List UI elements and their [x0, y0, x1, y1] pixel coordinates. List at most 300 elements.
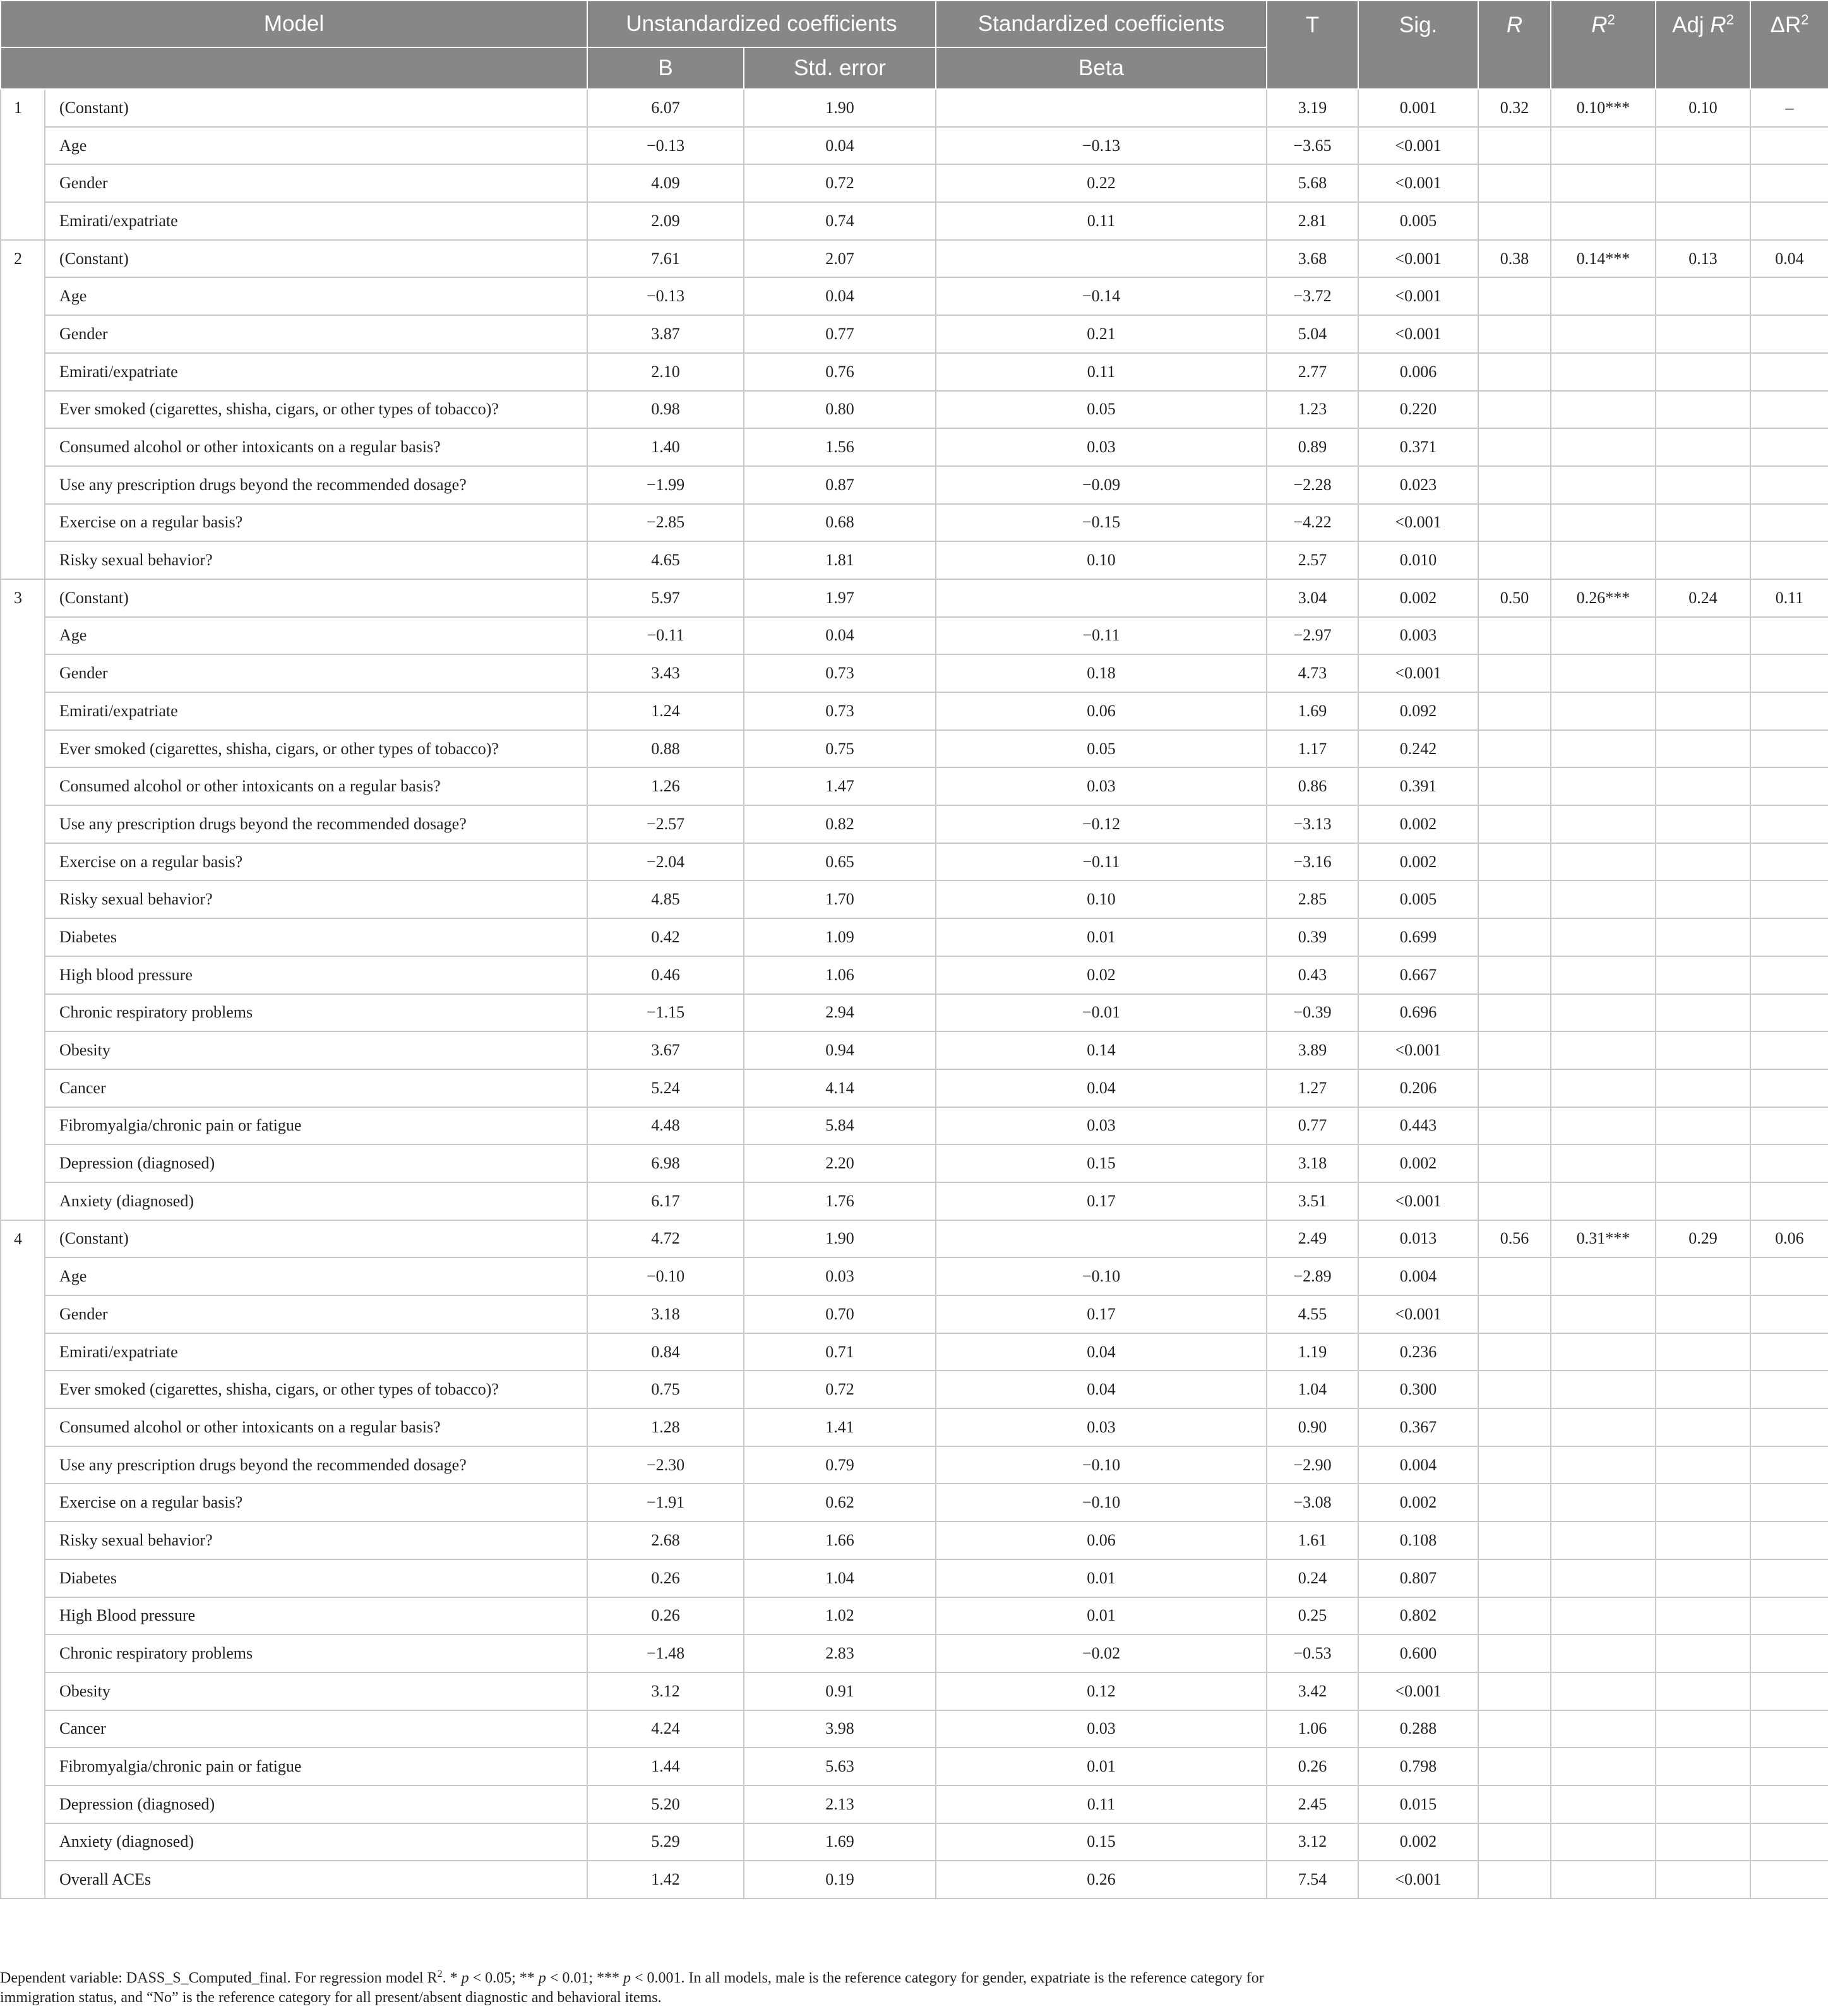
- r-cell: [1478, 692, 1551, 730]
- t-cell: 0.77: [1267, 1107, 1358, 1145]
- table-row: [1, 391, 1828, 429]
- r-cell: [1478, 1295, 1551, 1333]
- std-error-cell: 0.04: [744, 617, 936, 655]
- std-error-cell: 1.97: [744, 579, 936, 617]
- beta-cell: 0.03: [936, 428, 1267, 466]
- delta-r2-cell: [1750, 466, 1828, 504]
- t-cell: 0.25: [1267, 1597, 1358, 1635]
- table-row: [1, 1220, 1828, 1258]
- std-error-cell: 3.98: [744, 1710, 936, 1748]
- table-row: [1, 1559, 1828, 1597]
- beta-cell: 0.10: [936, 880, 1267, 918]
- t-cell: −2.28: [1267, 466, 1358, 504]
- r-cell: [1478, 1107, 1551, 1145]
- delta-r2-cell: [1750, 1823, 1828, 1861]
- r2-cell: [1551, 1597, 1656, 1635]
- t-cell: 2.49: [1267, 1220, 1358, 1258]
- b-cell: −0.13: [587, 277, 744, 315]
- std-error-cell: 5.63: [744, 1748, 936, 1785]
- sig-cell: 0.092: [1358, 692, 1478, 730]
- table-row: [1, 843, 1828, 881]
- table-row: [1, 541, 1828, 579]
- b-cell: −0.10: [587, 1257, 744, 1295]
- std-error-cell: 1.56: [744, 428, 936, 466]
- delta-r2-cell: [1750, 164, 1828, 202]
- std-error-cell: 0.65: [744, 843, 936, 881]
- beta-cell: 0.06: [936, 692, 1267, 730]
- beta-cell: 0.21: [936, 315, 1267, 353]
- b-cell: 1.24: [587, 692, 744, 730]
- r2-cell: [1551, 1672, 1656, 1710]
- std-error-cell: 1.06: [744, 956, 936, 994]
- b-cell: 0.26: [587, 1559, 744, 1597]
- table-row: [1, 579, 1828, 617]
- sig-cell: 0.696: [1358, 994, 1478, 1032]
- r2-cell: [1551, 1635, 1656, 1672]
- header-r: R: [1478, 1, 1551, 89]
- adj-r2-cell: [1656, 1446, 1750, 1484]
- r2-cell: [1551, 1559, 1656, 1597]
- r2-cell: [1551, 617, 1656, 655]
- b-cell: −2.85: [587, 504, 744, 542]
- delta-r2-cell: [1750, 1484, 1828, 1521]
- r2-cell: [1551, 692, 1656, 730]
- table-row: [1, 1785, 1828, 1823]
- r-cell: [1478, 164, 1551, 202]
- adj-r2-cell: [1656, 617, 1750, 655]
- r-cell: [1478, 1069, 1551, 1107]
- delta-r2-cell: [1750, 1635, 1828, 1672]
- t-cell: 4.55: [1267, 1295, 1358, 1333]
- std-error-cell: 0.68: [744, 504, 936, 542]
- sig-cell: <0.001: [1358, 1031, 1478, 1069]
- t-cell: 0.43: [1267, 956, 1358, 994]
- table-row: [1, 654, 1828, 692]
- adj-r2-cell: [1656, 1861, 1750, 1899]
- header-std-error: Std. error: [744, 47, 936, 89]
- r-cell: [1478, 1672, 1551, 1710]
- std-error-cell: 0.70: [744, 1295, 936, 1333]
- adj-r2-cell: [1656, 1333, 1750, 1371]
- beta-cell: 0.22: [936, 164, 1267, 202]
- adj-r2-cell: [1656, 1295, 1750, 1333]
- r-cell: 0.38: [1478, 240, 1551, 278]
- delta-r2-cell: [1750, 1710, 1828, 1748]
- sig-cell: 0.108: [1358, 1521, 1478, 1559]
- table-row: [1, 692, 1828, 730]
- sig-cell: 0.002: [1358, 1484, 1478, 1521]
- b-cell: 4.65: [587, 541, 744, 579]
- delta-r2-cell: [1750, 504, 1828, 542]
- predictor-cell: Emirati/expatriate: [45, 1333, 587, 1371]
- predictor-cell: Depression (diagnosed): [45, 1785, 587, 1823]
- table-row: [1, 956, 1828, 994]
- t-cell: 3.04: [1267, 579, 1358, 617]
- adj-r2-cell: [1656, 127, 1750, 165]
- predictor-cell: (Constant): [45, 1220, 587, 1258]
- table-row: [1, 89, 1828, 127]
- table-row: [1, 127, 1828, 165]
- table-row: [1, 1823, 1828, 1861]
- std-error-cell: 1.76: [744, 1182, 936, 1220]
- r2-cell: 0.31***: [1551, 1220, 1656, 1258]
- delta-r2-cell: [1750, 1408, 1828, 1446]
- r-cell: [1478, 1785, 1551, 1823]
- table-row: [1, 1107, 1828, 1145]
- predictor-cell: Ever smoked (cigarettes, shisha, cigars, or other types of tobacco)?: [45, 1371, 587, 1408]
- beta-cell: 0.11: [936, 202, 1267, 240]
- std-error-cell: 0.80: [744, 391, 936, 429]
- b-cell: 0.26: [587, 1597, 744, 1635]
- adj-r2-cell: [1656, 1371, 1750, 1408]
- table-footnote: Dependent variable: DASS_S_Computed_final. For regression model $R^2$. * p < 0.05; ** p < 0.01; *** p < 0.001. In all models, male is the reference category for gender, expatriate is the reference category for immigration status, and “No” is the reference category for all present/absent diagnostic and behavioral items.: [0, 1969, 1264, 2006]
- t-cell: 0.90: [1267, 1408, 1358, 1446]
- table-row: [1, 1521, 1828, 1559]
- delta-r2-cell: [1750, 843, 1828, 881]
- r2-cell: [1551, 1257, 1656, 1295]
- predictor-cell: Obesity: [45, 1031, 587, 1069]
- table-row: [1, 1257, 1828, 1295]
- adj-r2-cell: [1656, 956, 1750, 994]
- b-cell: 6.98: [587, 1144, 744, 1182]
- r2-cell: [1551, 1710, 1656, 1748]
- adj-r2-cell: [1656, 164, 1750, 202]
- predictor-cell: Diabetes: [45, 1559, 587, 1597]
- b-cell: 6.17: [587, 1182, 744, 1220]
- r-cell: [1478, 805, 1551, 843]
- table-row: [1, 1597, 1828, 1635]
- std-error-cell: 2.83: [744, 1635, 936, 1672]
- sig-cell: 0.005: [1358, 202, 1478, 240]
- adj-r2-cell: 0.24: [1656, 579, 1750, 617]
- beta-cell: 0.05: [936, 730, 1267, 768]
- adj-r2-cell: [1656, 1823, 1750, 1861]
- r2-cell: 0.26***: [1551, 579, 1656, 617]
- delta-r2-cell: 0.06: [1750, 1220, 1828, 1258]
- sig-cell: 0.288: [1358, 1710, 1478, 1748]
- predictor-cell: High blood pressure: [45, 956, 587, 994]
- delta-r2-cell: [1750, 956, 1828, 994]
- adj-r2-cell: [1656, 541, 1750, 579]
- std-error-cell: 5.84: [744, 1107, 936, 1145]
- sig-cell: 0.391: [1358, 767, 1478, 805]
- std-error-cell: 0.72: [744, 164, 936, 202]
- r2-cell: [1551, 730, 1656, 768]
- r-cell: [1478, 277, 1551, 315]
- delta-r2-cell: [1750, 1597, 1828, 1635]
- beta-cell: [936, 1220, 1267, 1258]
- std-error-cell: 0.91: [744, 1672, 936, 1710]
- model-number: 2: [1, 240, 45, 579]
- predictor-cell: Anxiety (diagnosed): [45, 1823, 587, 1861]
- sig-cell: 0.002: [1358, 579, 1478, 617]
- r2-cell: [1551, 1785, 1656, 1823]
- header-adj-r2: Adj $R^2$: [1656, 1, 1750, 89]
- beta-cell: 0.15: [936, 1144, 1267, 1182]
- b-cell: 4.48: [587, 1107, 744, 1145]
- r2-cell: [1551, 1748, 1656, 1785]
- table-row: [1, 1484, 1828, 1521]
- beta-cell: 0.11: [936, 1785, 1267, 1823]
- adj-r2-cell: [1656, 391, 1750, 429]
- b-cell: 0.98: [587, 391, 744, 429]
- r2-cell: [1551, 918, 1656, 956]
- delta-r2-cell: [1750, 1672, 1828, 1710]
- r-cell: [1478, 391, 1551, 429]
- r-cell: [1478, 504, 1551, 542]
- std-error-cell: 1.04: [744, 1559, 936, 1597]
- b-cell: 4.72: [587, 1220, 744, 1258]
- table-row: [1, 1672, 1828, 1710]
- t-cell: 1.69: [1267, 692, 1358, 730]
- delta-r2-cell: [1750, 654, 1828, 692]
- table-row: [1, 1295, 1828, 1333]
- b-cell: −1.99: [587, 466, 744, 504]
- delta-r2-cell: [1750, 315, 1828, 353]
- r2-cell: [1551, 1182, 1656, 1220]
- b-cell: 0.75: [587, 1371, 744, 1408]
- predictor-cell: Ever smoked (cigarettes, shisha, cigars, or other types of tobacco)?: [45, 391, 587, 429]
- b-cell: −1.48: [587, 1635, 744, 1672]
- sig-cell: 0.010: [1358, 541, 1478, 579]
- b-cell: 1.40: [587, 428, 744, 466]
- delta-r2-cell: [1750, 692, 1828, 730]
- predictor-cell: Cancer: [45, 1710, 587, 1748]
- std-error-cell: 0.19: [744, 1861, 936, 1899]
- beta-cell: [936, 579, 1267, 617]
- r-cell: [1478, 1408, 1551, 1446]
- r2-cell: [1551, 1069, 1656, 1107]
- r-cell: [1478, 1823, 1551, 1861]
- r2-cell: [1551, 767, 1656, 805]
- beta-cell: 0.04: [936, 1371, 1267, 1408]
- r-cell: [1478, 1257, 1551, 1295]
- delta-r2-cell: [1750, 127, 1828, 165]
- sig-cell: <0.001: [1358, 1861, 1478, 1899]
- header-standardized: Standardized coefficients: [936, 1, 1267, 47]
- predictor-cell: Emirati/expatriate: [45, 692, 587, 730]
- sig-cell: 0.600: [1358, 1635, 1478, 1672]
- b-cell: 0.88: [587, 730, 744, 768]
- r-cell: [1478, 1371, 1551, 1408]
- t-cell: 2.57: [1267, 541, 1358, 579]
- sig-cell: 0.002: [1358, 843, 1478, 881]
- std-error-cell: 0.75: [744, 730, 936, 768]
- delta-r2-cell: [1750, 1333, 1828, 1371]
- t-cell: 1.27: [1267, 1069, 1358, 1107]
- delta-r2-cell: [1750, 1521, 1828, 1559]
- adj-r2-cell: [1656, 1710, 1750, 1748]
- beta-cell: 0.03: [936, 1107, 1267, 1145]
- beta-cell: −0.01: [936, 994, 1267, 1032]
- r2-cell: [1551, 1333, 1656, 1371]
- delta-r2-cell: [1750, 1446, 1828, 1484]
- predictor-cell: Gender: [45, 654, 587, 692]
- sig-cell: <0.001: [1358, 1672, 1478, 1710]
- t-cell: 1.06: [1267, 1710, 1358, 1748]
- table-row: [1, 994, 1828, 1032]
- std-error-cell: 0.62: [744, 1484, 936, 1521]
- delta-r2-cell: [1750, 1107, 1828, 1145]
- t-cell: −2.89: [1267, 1257, 1358, 1295]
- delta-r2-cell: [1750, 1559, 1828, 1597]
- t-cell: 0.24: [1267, 1559, 1358, 1597]
- beta-cell: 0.01: [936, 1559, 1267, 1597]
- predictor-cell: Exercise on a regular basis?: [45, 843, 587, 881]
- r-cell: [1478, 730, 1551, 768]
- beta-cell: 0.02: [936, 956, 1267, 994]
- r-cell: [1478, 1031, 1551, 1069]
- sig-cell: 0.367: [1358, 1408, 1478, 1446]
- r2-cell: [1551, 428, 1656, 466]
- predictor-cell: Chronic respiratory problems: [45, 994, 587, 1032]
- t-cell: 0.39: [1267, 918, 1358, 956]
- predictor-cell: Obesity: [45, 1672, 587, 1710]
- header-b: B: [587, 47, 744, 89]
- header-model: Model: [1, 1, 587, 47]
- b-cell: 0.42: [587, 918, 744, 956]
- predictor-cell: Consumed alcohol or other intoxicants on a regular basis?: [45, 1408, 587, 1446]
- predictor-cell: Chronic respiratory problems: [45, 1635, 587, 1672]
- beta-cell: 0.03: [936, 1710, 1267, 1748]
- t-cell: −3.72: [1267, 277, 1358, 315]
- sig-cell: 0.443: [1358, 1107, 1478, 1145]
- adj-r2-cell: [1656, 428, 1750, 466]
- table-row: [1, 1710, 1828, 1748]
- sig-cell: <0.001: [1358, 315, 1478, 353]
- table-row: [1, 1371, 1828, 1408]
- t-cell: 0.89: [1267, 428, 1358, 466]
- adj-r2-cell: [1656, 880, 1750, 918]
- sig-cell: 0.300: [1358, 1371, 1478, 1408]
- std-error-cell: 0.03: [744, 1257, 936, 1295]
- sig-cell: 0.798: [1358, 1748, 1478, 1785]
- b-cell: 1.28: [587, 1408, 744, 1446]
- sig-cell: 0.015: [1358, 1785, 1478, 1823]
- r2-cell: [1551, 1484, 1656, 1521]
- std-error-cell: 0.04: [744, 127, 936, 165]
- r2-cell: [1551, 1031, 1656, 1069]
- beta-cell: −0.11: [936, 843, 1267, 881]
- delta-r2-cell: [1750, 918, 1828, 956]
- t-cell: 1.04: [1267, 1371, 1358, 1408]
- sig-cell: 0.802: [1358, 1597, 1478, 1635]
- r2-cell: 0.10***: [1551, 89, 1656, 127]
- sig-cell: <0.001: [1358, 240, 1478, 278]
- r-cell: [1478, 541, 1551, 579]
- predictor-cell: Gender: [45, 315, 587, 353]
- model-number: 4: [1, 1220, 45, 1899]
- delta-r2-cell: 0.04: [1750, 240, 1828, 278]
- r-cell: 0.56: [1478, 1220, 1551, 1258]
- predictor-cell: Diabetes: [45, 918, 587, 956]
- r2-cell: [1551, 1107, 1656, 1145]
- t-cell: 5.04: [1267, 315, 1358, 353]
- std-error-cell: 1.09: [744, 918, 936, 956]
- table-row: [1, 1861, 1828, 1899]
- b-cell: 1.44: [587, 1748, 744, 1785]
- b-cell: 5.97: [587, 579, 744, 617]
- predictor-cell: Cancer: [45, 1069, 587, 1107]
- r2-cell: [1551, 1521, 1656, 1559]
- delta-r2-cell: [1750, 391, 1828, 429]
- b-cell: 7.61: [587, 240, 744, 278]
- r-cell: [1478, 1635, 1551, 1672]
- b-cell: 3.12: [587, 1672, 744, 1710]
- sig-cell: 0.002: [1358, 1823, 1478, 1861]
- t-cell: 4.73: [1267, 654, 1358, 692]
- predictor-cell: Emirati/expatriate: [45, 353, 587, 391]
- beta-cell: 0.26: [936, 1861, 1267, 1899]
- sig-cell: <0.001: [1358, 1182, 1478, 1220]
- adj-r2-cell: [1656, 918, 1750, 956]
- adj-r2-cell: [1656, 353, 1750, 391]
- std-error-cell: 1.69: [744, 1823, 936, 1861]
- delta-r2-cell: [1750, 1257, 1828, 1295]
- sig-cell: 0.807: [1358, 1559, 1478, 1597]
- beta-cell: 0.01: [936, 918, 1267, 956]
- adj-r2-cell: [1656, 730, 1750, 768]
- predictor-cell: Overall ACEs: [45, 1861, 587, 1899]
- std-error-cell: 0.82: [744, 805, 936, 843]
- beta-cell: 0.17: [936, 1295, 1267, 1333]
- beta-cell: 0.03: [936, 767, 1267, 805]
- predictor-cell: Ever smoked (cigarettes, shisha, cigars, or other types of tobacco)?: [45, 730, 587, 768]
- table-header: [1, 1, 1828, 89]
- std-error-cell: 1.02: [744, 1597, 936, 1635]
- beta-cell: 0.01: [936, 1597, 1267, 1635]
- table-row: [1, 1031, 1828, 1069]
- b-cell: 5.29: [587, 1823, 744, 1861]
- sig-cell: 0.242: [1358, 730, 1478, 768]
- r-cell: [1478, 1559, 1551, 1597]
- r-cell: [1478, 994, 1551, 1032]
- b-cell: 3.87: [587, 315, 744, 353]
- std-error-cell: 1.47: [744, 767, 936, 805]
- delta-r2-cell: [1750, 1785, 1828, 1823]
- std-error-cell: 0.71: [744, 1333, 936, 1371]
- r-cell: [1478, 767, 1551, 805]
- std-error-cell: 0.73: [744, 654, 936, 692]
- beta-cell: 0.03: [936, 1408, 1267, 1446]
- adj-r2-cell: [1656, 1559, 1750, 1597]
- table-row: [1, 767, 1828, 805]
- r2-cell: [1551, 466, 1656, 504]
- sig-cell: 0.236: [1358, 1333, 1478, 1371]
- predictor-cell: Age: [45, 127, 587, 165]
- r2-cell: [1551, 880, 1656, 918]
- t-cell: −3.65: [1267, 127, 1358, 165]
- b-cell: 1.42: [587, 1861, 744, 1899]
- sig-cell: 0.002: [1358, 1144, 1478, 1182]
- sig-cell: 0.002: [1358, 805, 1478, 843]
- r2-cell: [1551, 353, 1656, 391]
- table-row: [1, 617, 1828, 655]
- adj-r2-cell: [1656, 1484, 1750, 1521]
- r-cell: [1478, 880, 1551, 918]
- b-cell: −0.13: [587, 127, 744, 165]
- delta-r2-cell: [1750, 767, 1828, 805]
- predictor-cell: Consumed alcohol or other intoxicants on a regular basis?: [45, 428, 587, 466]
- adj-r2-cell: [1656, 1182, 1750, 1220]
- t-cell: 0.26: [1267, 1748, 1358, 1785]
- sig-cell: 0.667: [1358, 956, 1478, 994]
- b-cell: 6.07: [587, 89, 744, 127]
- r-cell: [1478, 1521, 1551, 1559]
- predictor-cell: Use any prescription drugs beyond the recommended dosage?: [45, 1446, 587, 1484]
- std-error-cell: 0.76: [744, 353, 936, 391]
- table-row: [1, 277, 1828, 315]
